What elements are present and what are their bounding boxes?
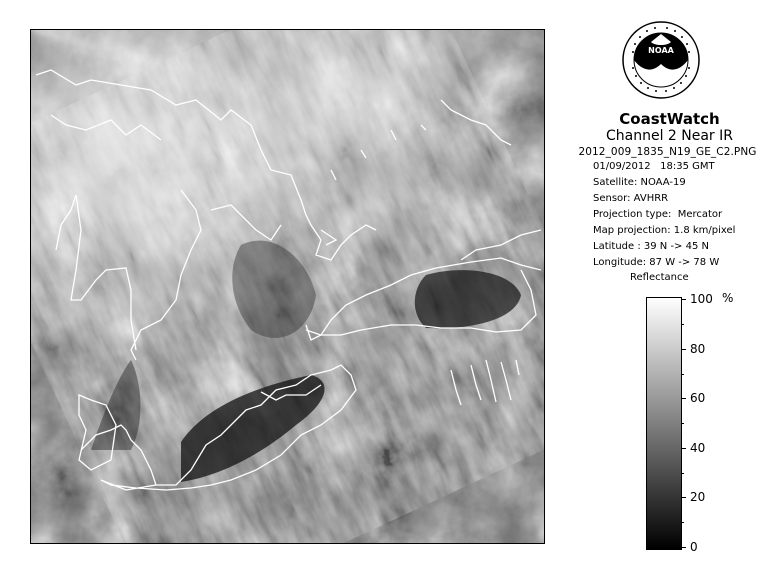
colorbar-tick-label: 60 <box>690 391 706 405</box>
sensor: Sensor: AVHRR <box>593 193 669 204</box>
noaa-center-text: NOAA <box>648 46 674 55</box>
colorbar-unit: % <box>722 291 734 305</box>
brand-title: CoastWatch <box>619 110 720 128</box>
satellite-image <box>30 29 545 544</box>
colorbar-tick <box>681 299 686 300</box>
satellite: Satellite: NOAA-19 <box>593 177 686 188</box>
colorbar-tick <box>681 547 686 548</box>
colorbar-tick <box>681 497 686 498</box>
longitude-range: Longitude: 87 W -> 78 W <box>593 257 720 268</box>
latitude-range: Latitude : 39 N -> 45 N <box>593 241 709 252</box>
colorbar-tick <box>681 448 686 449</box>
colorbar-minor-tick <box>681 522 684 523</box>
colorbar-tick-label: 100 <box>690 292 713 306</box>
reflectance-colorbar <box>646 297 682 550</box>
image-info-panel <box>560 110 775 271</box>
colorbar-minor-tick <box>681 423 684 424</box>
colorbar-minor-tick <box>681 324 684 325</box>
colorbar-tick-label: 80 <box>690 342 706 356</box>
colorbar-tick-label: 40 <box>690 441 706 455</box>
channel-name: Channel 2 Near IR <box>605 128 733 144</box>
colorbar-title: Reflectance <box>630 272 689 283</box>
projection-type: Projection type: Mercator <box>593 209 723 220</box>
noaa-logo <box>621 20 701 100</box>
datetime: 01/09/2012 18:35 GMT <box>593 161 715 172</box>
map-projection: Map projection: 1.8 km/pixel <box>593 225 736 236</box>
satellite-imagery-svg <box>31 30 544 543</box>
noaa-seal-icon <box>621 20 701 100</box>
file-name: 2012_009_1835_N19_GE_C2.PNG <box>578 146 757 158</box>
colorbar-tick <box>681 349 686 350</box>
colorbar-minor-tick <box>681 473 684 474</box>
colorbar-tick-label: 20 <box>690 490 706 504</box>
colorbar-tick <box>681 398 686 399</box>
colorbar-tick-label: 0 <box>690 540 698 554</box>
colorbar-minor-tick <box>681 374 684 375</box>
